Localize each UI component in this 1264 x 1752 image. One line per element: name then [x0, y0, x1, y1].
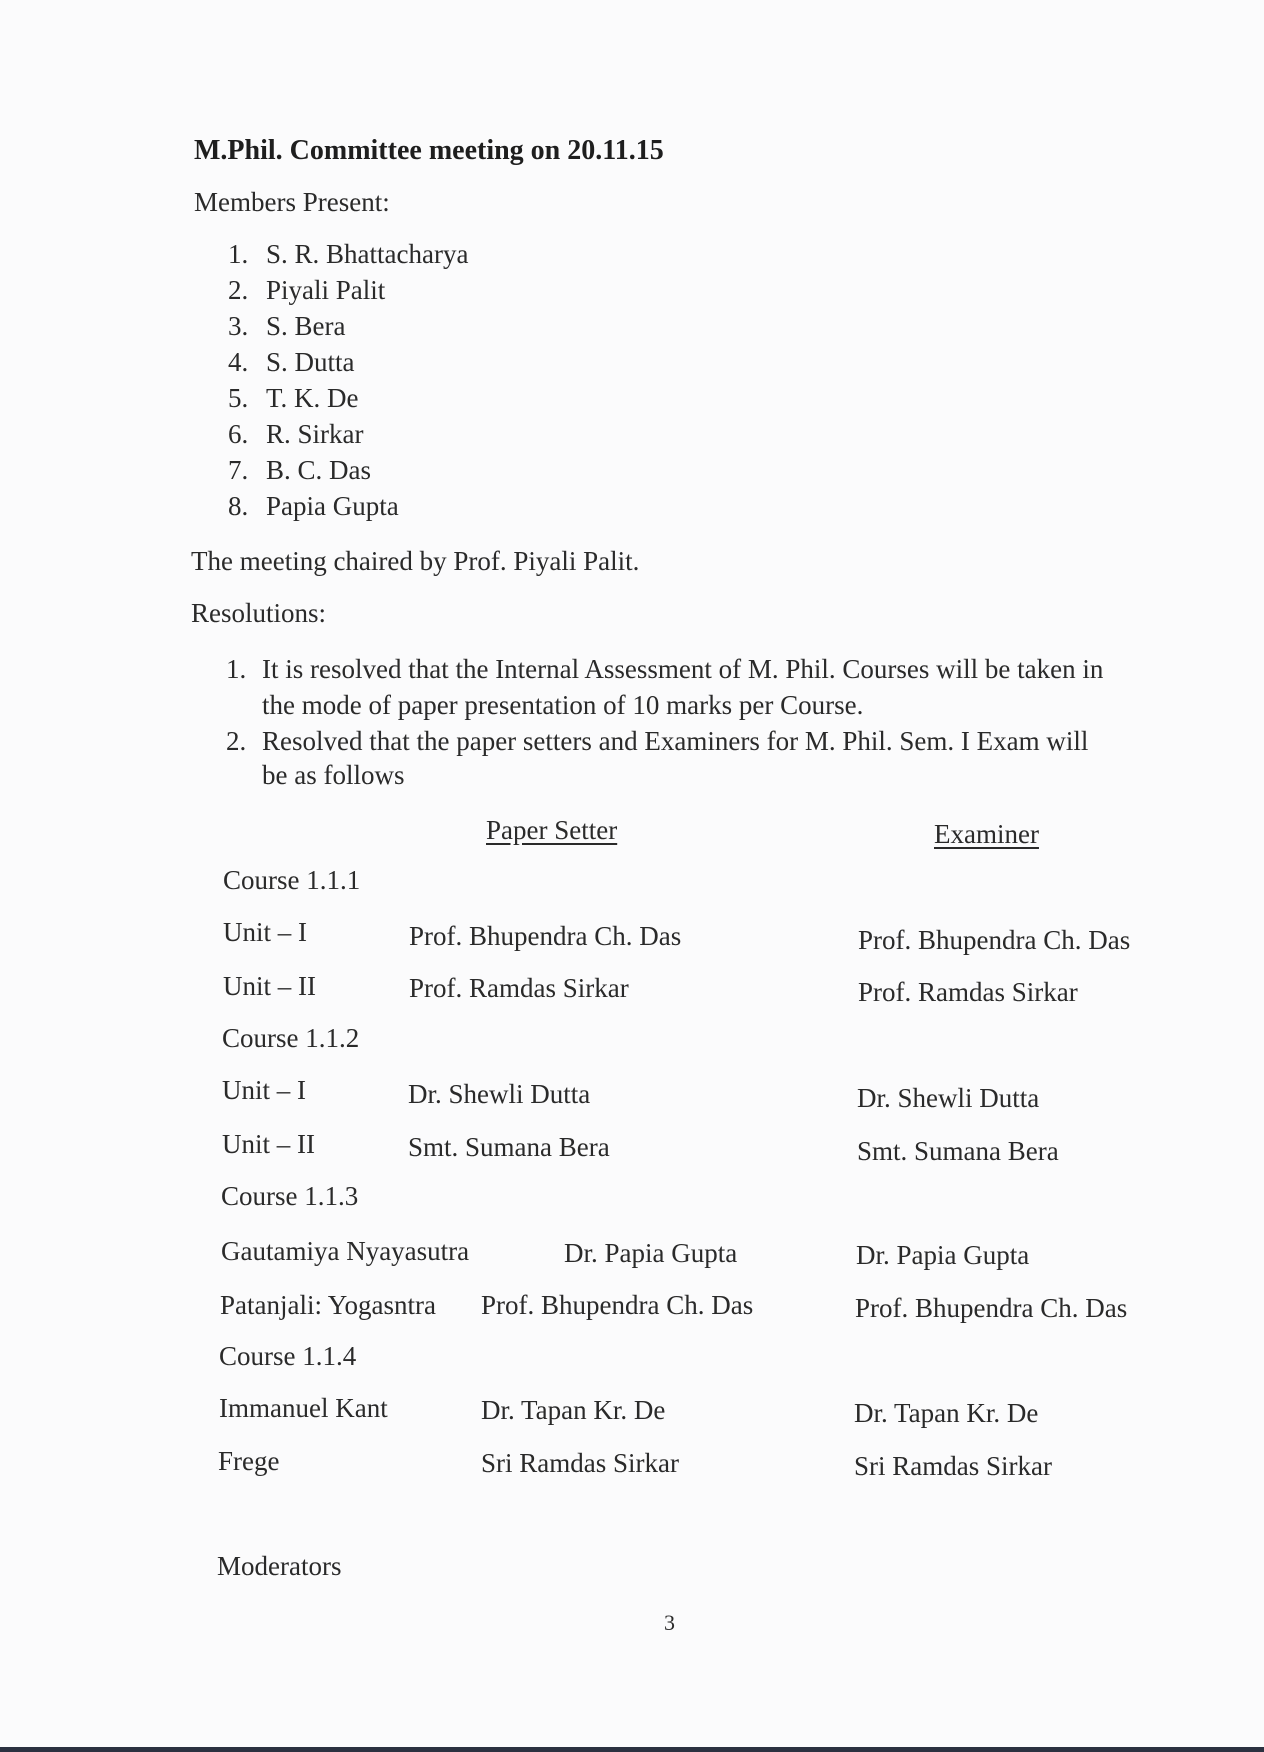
- examiner-cell: Dr. Tapan Kr. De: [854, 1398, 1039, 1428]
- list-item: [228, 274, 385, 306]
- examiner-cell: Sri Ramdas Sirkar: [854, 1451, 1052, 1481]
- paper-setter-cell: Dr. Tapan Kr. De: [481, 1395, 666, 1425]
- list-number: 6.: [228, 419, 249, 449]
- list-number: 3.: [228, 311, 249, 341]
- list-number: 4.: [228, 347, 249, 377]
- chair-statement: The meeting chaired by Prof. Piyali Palit.: [191, 546, 640, 576]
- resolution-text-line: It is resolved that the Internal Assessment of M. Phil. Courses will be taken in: [262, 654, 1104, 684]
- paper-setter-cell: Dr. Shewli Dutta: [408, 1079, 591, 1109]
- paper-setter-cell: Prof. Ramdas Sirkar: [409, 973, 629, 1003]
- list-item: [228, 454, 371, 486]
- member-name: T. K. De: [266, 383, 359, 413]
- list-number: 7.: [228, 455, 249, 485]
- row-label: Unit – II: [223, 971, 316, 1001]
- examiner-cell: Prof. Bhupendra Ch. Das: [855, 1293, 1128, 1323]
- list-number: 1.: [228, 239, 249, 269]
- examiner-cell: Prof. Bhupendra Ch. Das: [858, 925, 1131, 955]
- member-name: S. Bera: [266, 311, 346, 341]
- row-label: Unit – II: [222, 1129, 315, 1159]
- row-label: Gautamiya Nyayasutra: [221, 1236, 470, 1266]
- row-label: Frege: [218, 1446, 280, 1476]
- page-number: 3: [664, 1610, 675, 1635]
- list-item: [228, 382, 358, 414]
- list-item: [228, 310, 345, 342]
- course-heading: Course 1.1.4: [219, 1341, 357, 1371]
- paper-setter-cell: Dr. Papia Gupta: [564, 1238, 738, 1268]
- scan-bottom-edge: [0, 1747, 1264, 1752]
- column-header-examiner: Examiner: [934, 819, 1039, 849]
- resolutions-heading: Resolutions:: [191, 598, 327, 628]
- member-name: Piyali Palit: [266, 275, 386, 305]
- list-item: [228, 346, 355, 378]
- list-number: 2.: [228, 275, 249, 305]
- resolution-number: 1.: [226, 654, 247, 684]
- meeting-title: M.Phil. Committee meeting on 20.11.15: [194, 135, 664, 166]
- list-item: [228, 238, 468, 270]
- resolution-text-line: the mode of paper presentation of 10 marks per Course.: [262, 690, 864, 720]
- member-name: S. Dutta: [266, 347, 355, 377]
- course-heading: Course 1.1.2: [222, 1023, 360, 1053]
- row-label: Immanuel Kant: [219, 1393, 388, 1423]
- column-header-paper-setter: Paper Setter: [486, 815, 618, 845]
- row-label: Patanjali: Yogasntra: [220, 1290, 436, 1320]
- course-heading: Course 1.1.1: [223, 865, 361, 895]
- member-name: B. C. Das: [266, 455, 372, 485]
- list-item: [228, 490, 399, 522]
- row-label: Unit – I: [222, 1075, 306, 1105]
- row-label: Unit – I: [223, 917, 307, 947]
- resolution-text-line: be as follows: [262, 760, 405, 790]
- resolution-number: 2.: [226, 726, 247, 756]
- moderators-heading: Moderators: [217, 1551, 342, 1581]
- paper-setter-cell: Sri Ramdas Sirkar: [481, 1448, 679, 1478]
- list-number: 8.: [228, 491, 249, 521]
- paper-setter-cell: Smt. Sumana Bera: [408, 1132, 610, 1162]
- examiner-cell: Smt. Sumana Bera: [857, 1136, 1059, 1166]
- course-heading: Course 1.1.3: [221, 1181, 359, 1211]
- member-name: Papia Gupta: [266, 491, 399, 521]
- list-number: 5.: [228, 383, 249, 413]
- member-name: R. Sirkar: [266, 419, 364, 449]
- resolution-text-line: Resolved that the paper setters and Examiners for M. Phil. Sem. I Exam will: [262, 726, 1089, 756]
- examiner-cell: Prof. Ramdas Sirkar: [858, 977, 1078, 1007]
- members-heading: Members Present:: [194, 187, 390, 217]
- list-item: [228, 418, 364, 450]
- examiner-cell: Dr. Shewli Dutta: [857, 1083, 1040, 1113]
- paper-setter-cell: Prof. Bhupendra Ch. Das: [409, 921, 682, 951]
- member-name: S. R. Bhattacharya: [266, 239, 469, 269]
- paper-setter-cell: Prof. Bhupendra Ch. Das: [481, 1290, 754, 1320]
- examiner-cell: Dr. Papia Gupta: [856, 1240, 1030, 1270]
